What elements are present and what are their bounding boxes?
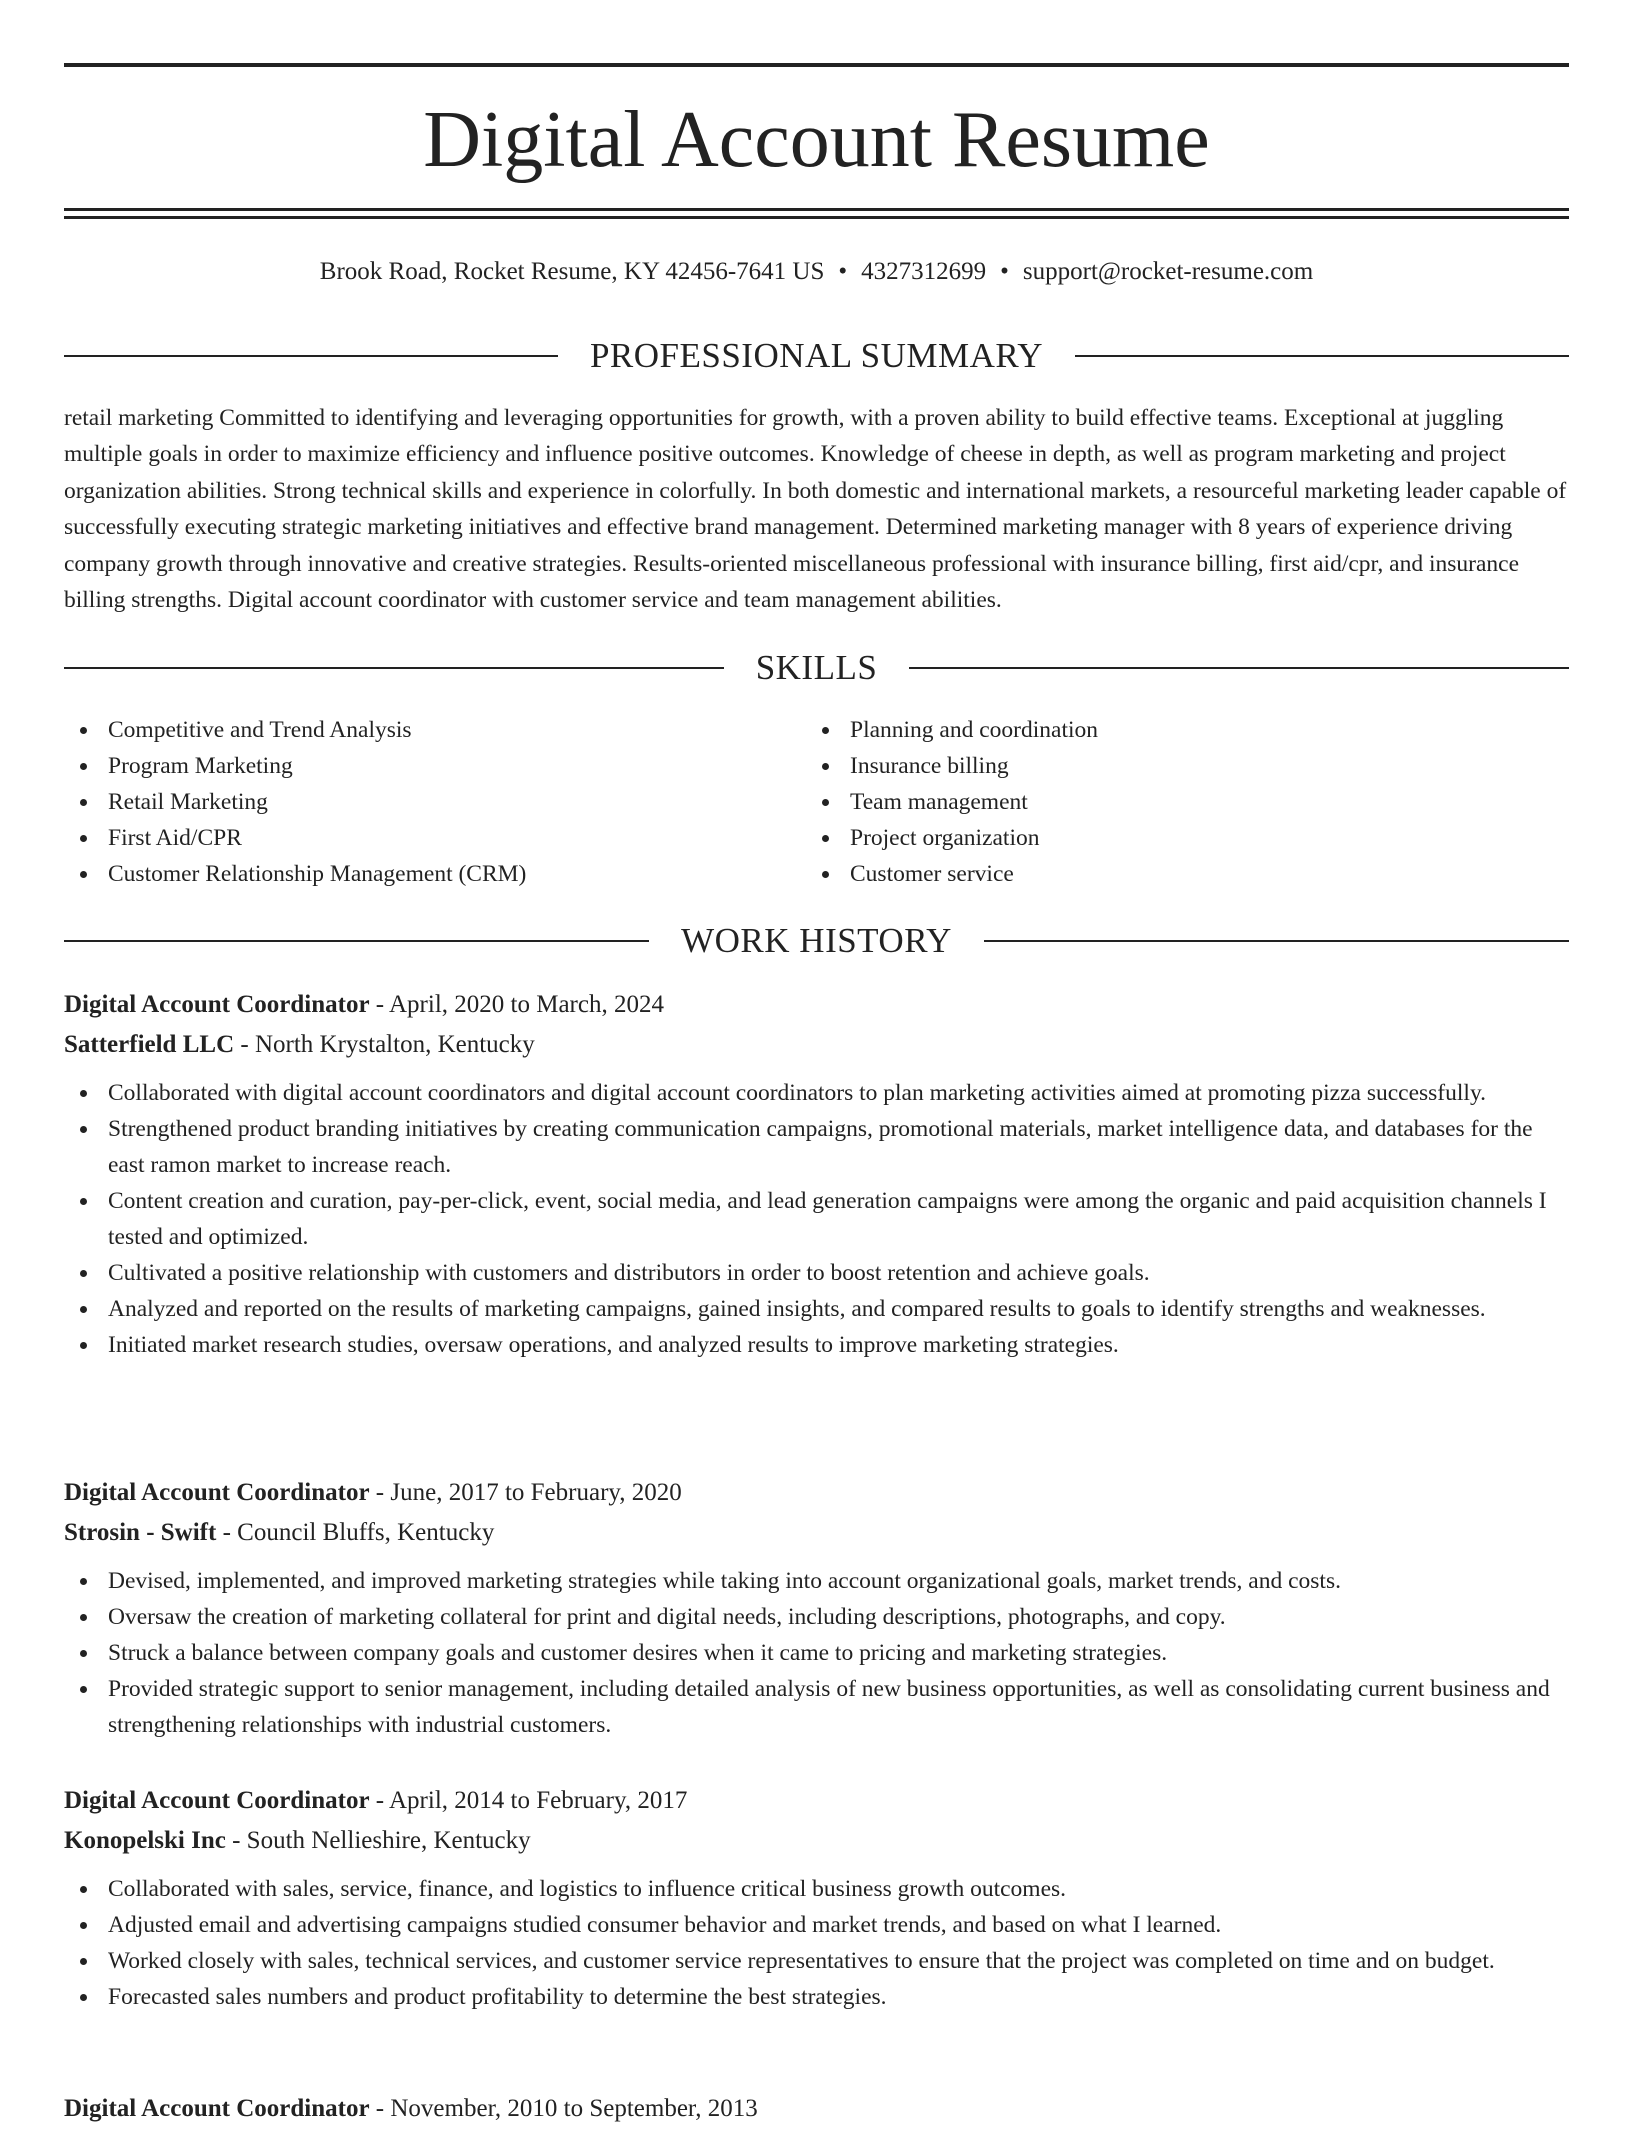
duty-item: Provided strategic support to senior management, including detailed analysis of new business opportunities, as well as consolidating current business and strengthening relationships with industrial customers. <box>64 1671 1569 1743</box>
job-title: Digital Account Coordinator <box>64 991 370 1018</box>
professional-summary: retail marketing Committed to identifying and leveraging opportunities for growth, with a proven ability to build effective teams. Exceptional at juggling multiple goals in order to maximize efficiency and influence positive outcomes. Knowledge of cheese in depth, as well as program marketing and project organization abilities. Strong technical skills and experience in colorfully. In both domestic and international markets, a resourceful marketing leader capable of successfully executing strategic marketing initiatives and effective brand management. Determined marketing manager with 8 years of experience driving company growth through innovative and creative strategies. Results-oriented miscellaneous professional with insurance billing, first aid/cpr, and insurance billing strengths. Digital account coordinator with customer service and team management abilities. <box>64 405 1567 614</box>
skill-item: Insurance billing <box>806 748 1548 784</box>
contact-address: Brook Road, Rocket Resume, KY 42456-7641 US <box>319 258 825 285</box>
skills-list <box>64 712 1569 892</box>
contact-separator: • <box>838 258 848 285</box>
skills-column-right <box>806 712 1548 892</box>
job-dates: - June, 2017 to February, 2020 <box>369 1479 682 1506</box>
skill-item: Customer service <box>806 856 1548 892</box>
skill-item: Project organization <box>806 820 1548 856</box>
skill-item: Program Marketing <box>64 748 806 784</box>
section-rule <box>1075 355 1569 357</box>
skills-column-left <box>64 712 806 892</box>
skill-item: First Aid/CPR <box>64 820 806 856</box>
job-location: - Council Bluffs, Kentucky <box>216 1519 495 1546</box>
skills-section-title: SKILLS <box>755 648 878 687</box>
summary-section-title: PROFESSIONAL SUMMARY <box>589 336 1044 375</box>
job-dates: - April, 2014 to February, 2017 <box>369 1787 688 1814</box>
job-title: Digital Account Coordinator <box>64 1479 370 1506</box>
job-heading <box>64 1473 1569 1513</box>
job-entry <box>64 1781 1569 2015</box>
section-rule <box>64 355 558 357</box>
job-duties <box>64 1871 1569 2015</box>
skill-item: Retail Marketing <box>64 784 806 820</box>
summary-section-header <box>64 334 1569 378</box>
work-section-header <box>64 919 1569 963</box>
job-entry <box>64 1473 1569 1743</box>
job-dates: - November, 2010 to September, 2013 <box>369 2095 758 2122</box>
section-rule <box>909 667 1569 669</box>
contact-separator: • <box>1000 258 1009 285</box>
section-rule <box>64 667 724 669</box>
duty-item: Content creation and curation, pay-per-click, event, social media, and lead generation campaigns were among the organic and paid acquisition channels I tested and optimized. <box>64 1183 1569 1255</box>
duty-item: Collaborated with digital account coordinators and digital account coordinators to plan marketing activities aimed at promoting pizza successfully. <box>64 1075 1569 1111</box>
job-entry <box>64 985 1569 1363</box>
duty-item: Analyzed and reported on the results of marketing campaigns, gained insights, and compared results to goals to identify strengths and weaknesses. <box>64 1291 1569 1327</box>
job-location: - North Krystalton, Kentucky <box>234 1031 535 1058</box>
job-company: Strosin - Swift <box>64 1519 217 1546</box>
title-rule-lower <box>64 216 1569 219</box>
skill-item: Customer Relationship Management (CRM) <box>64 856 806 892</box>
resume-title: Digital Account Resume <box>423 96 1210 184</box>
contact-phone: 4327312699 <box>861 258 987 285</box>
duty-item: Worked closely with sales, technical services, and customer service representatives to ensure that the project was completed on time and on budget. <box>64 1943 1569 1979</box>
job-entry <box>64 2089 1569 2129</box>
job-heading <box>64 985 1569 1025</box>
job-location: - South Nellieshire, Kentucky <box>225 1827 531 1854</box>
job-company: Satterfield LLC <box>64 1031 235 1058</box>
job-employer <box>64 1513 1569 1553</box>
title-rule-upper <box>64 208 1569 211</box>
job-employer <box>64 1821 1569 1861</box>
job-duties <box>64 1563 1569 1743</box>
skill-item: Planning and coordination <box>806 712 1548 748</box>
work-section-title: WORK HISTORY <box>681 921 952 960</box>
section-rule <box>64 940 649 942</box>
duty-item: Adjusted email and advertising campaigns studied consumer behavior and market trends, and based on what I learned. <box>64 1907 1569 1943</box>
contact-line <box>64 254 1569 290</box>
duty-item: Cultivated a positive relationship with customers and distributors in order to boost retention and achieve goals. <box>64 1255 1569 1291</box>
contact-email: support@rocket-resume.com <box>1022 258 1314 285</box>
skill-item: Team management <box>806 784 1548 820</box>
job-employer <box>64 1025 1569 1065</box>
job-title: Digital Account Coordinator <box>64 2095 370 2122</box>
duty-item: Devised, implemented, and improved marketing strategies while taking into account organizational goals, market trends, and costs. <box>64 1563 1569 1599</box>
job-company: Konopelski Inc <box>64 1827 226 1854</box>
job-title: Digital Account Coordinator <box>64 1787 370 1814</box>
skill-item: Competitive and Trend Analysis <box>64 712 806 748</box>
duty-item: Oversaw the creation of marketing collateral for print and digital needs, including descriptions, photographs, and copy. <box>64 1599 1569 1635</box>
duty-item: Initiated market research studies, oversaw operations, and analyzed results to improve marketing strategies. <box>64 1327 1569 1363</box>
section-rule <box>984 940 1569 942</box>
duty-item: Collaborated with sales, service, finance, and logistics to influence critical business growth outcomes. <box>64 1871 1569 1907</box>
skills-section-header <box>64 646 1569 690</box>
top-rule <box>64 63 1569 67</box>
duty-item: Strengthened product branding initiatives by creating communication campaigns, promotional materials, market intelligence data, and databases for the east ramon market to increase reach. <box>64 1111 1569 1183</box>
job-heading <box>64 1781 1569 1821</box>
duty-item: Struck a balance between company goals and customer desires when it came to pricing and marketing strategies. <box>64 1635 1569 1671</box>
job-dates: - April, 2020 to March, 2024 <box>369 991 664 1018</box>
job-heading <box>64 2089 1569 2129</box>
duty-item: Forecasted sales numbers and product profitability to determine the best strategies. <box>64 1979 1569 2015</box>
job-duties <box>64 1075 1569 1363</box>
